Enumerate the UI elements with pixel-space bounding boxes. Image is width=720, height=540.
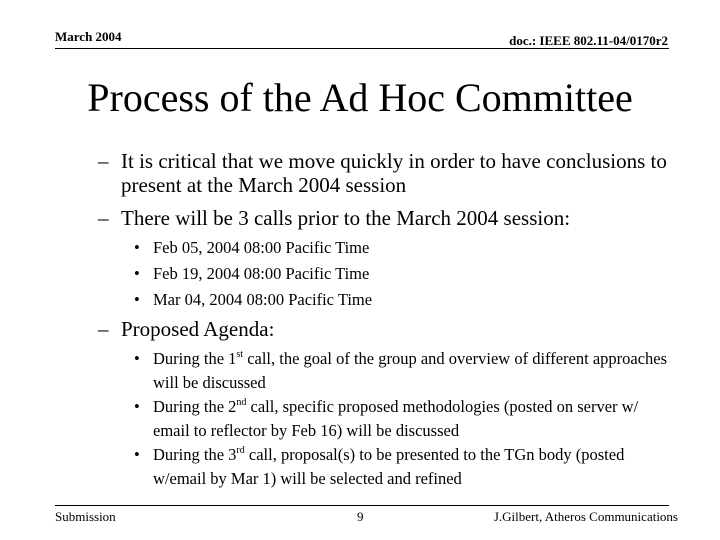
footer-page-number: 9 (357, 509, 364, 524)
agenda-post: call, proposal(s) to be presented to the TGn body (posted w/email by Mar 1) will be selected and refined (153, 445, 625, 488)
call-item-text: Mar 04, 2004 08:00 Pacific Time (153, 290, 373, 309)
bullet-agenda-text: Proposed Agenda: (121, 317, 275, 341)
agenda-post: call, specific proposed methodologies (posted on server w/ email to reflector by Feb 16) will be discussed (153, 397, 639, 440)
dash-marker: – (98, 206, 109, 230)
agenda-item-text (153, 443, 674, 491)
agenda-item (134, 443, 674, 491)
footer-rule (55, 505, 669, 506)
header-doc-id: doc.: IEEE 802.11-04/0170r2 (509, 33, 668, 48)
bullet-dot: • (134, 397, 140, 416)
ordinal-suffix: st (236, 349, 244, 360)
agenda-item-text (153, 395, 674, 443)
call-item-text: Feb 05, 2004 08:00 Pacific Time (153, 238, 370, 257)
footer-submission: Submission (55, 509, 116, 524)
ordinal-suffix: rd (236, 445, 245, 456)
footer-author: J.Gilbert, Atheros Communications (493, 509, 678, 524)
agenda-post: call, the goal of the group and overview of different approaches will be discussed (153, 349, 668, 392)
bullet-dot: • (134, 238, 140, 257)
agenda-item-text (153, 347, 674, 395)
bullet-critical-text: It is critical that we move quickly in order to have conclusions to present at the March 2004 session (121, 149, 667, 197)
agenda-pre: During the 1 (153, 349, 237, 368)
call-item (134, 262, 674, 286)
agenda-item (134, 347, 674, 395)
bullet-dot: • (134, 349, 140, 368)
agenda-pre: During the 3 (153, 445, 237, 464)
bullet-dot: • (134, 264, 140, 283)
bullet-calls (98, 206, 668, 230)
dash-marker: – (98, 149, 109, 173)
slide-title: Process of the Ad Hoc Committee (87, 75, 633, 120)
call-item (134, 236, 674, 260)
bullet-agenda (98, 317, 668, 341)
call-item (134, 288, 674, 312)
dash-marker: – (98, 317, 109, 341)
bullet-critical (98, 149, 668, 197)
bullet-dot: • (134, 445, 140, 464)
ordinal-suffix: nd (236, 397, 247, 408)
header-rule (55, 48, 669, 49)
bullet-calls-text: There will be 3 calls prior to the March 2004 session: (121, 206, 571, 230)
agenda-pre: During the 2 (153, 397, 237, 416)
bullet-dot: • (134, 290, 140, 309)
header-date: March 2004 (55, 29, 122, 44)
call-item-text: Feb 19, 2004 08:00 Pacific Time (153, 264, 370, 283)
agenda-item (134, 395, 674, 443)
